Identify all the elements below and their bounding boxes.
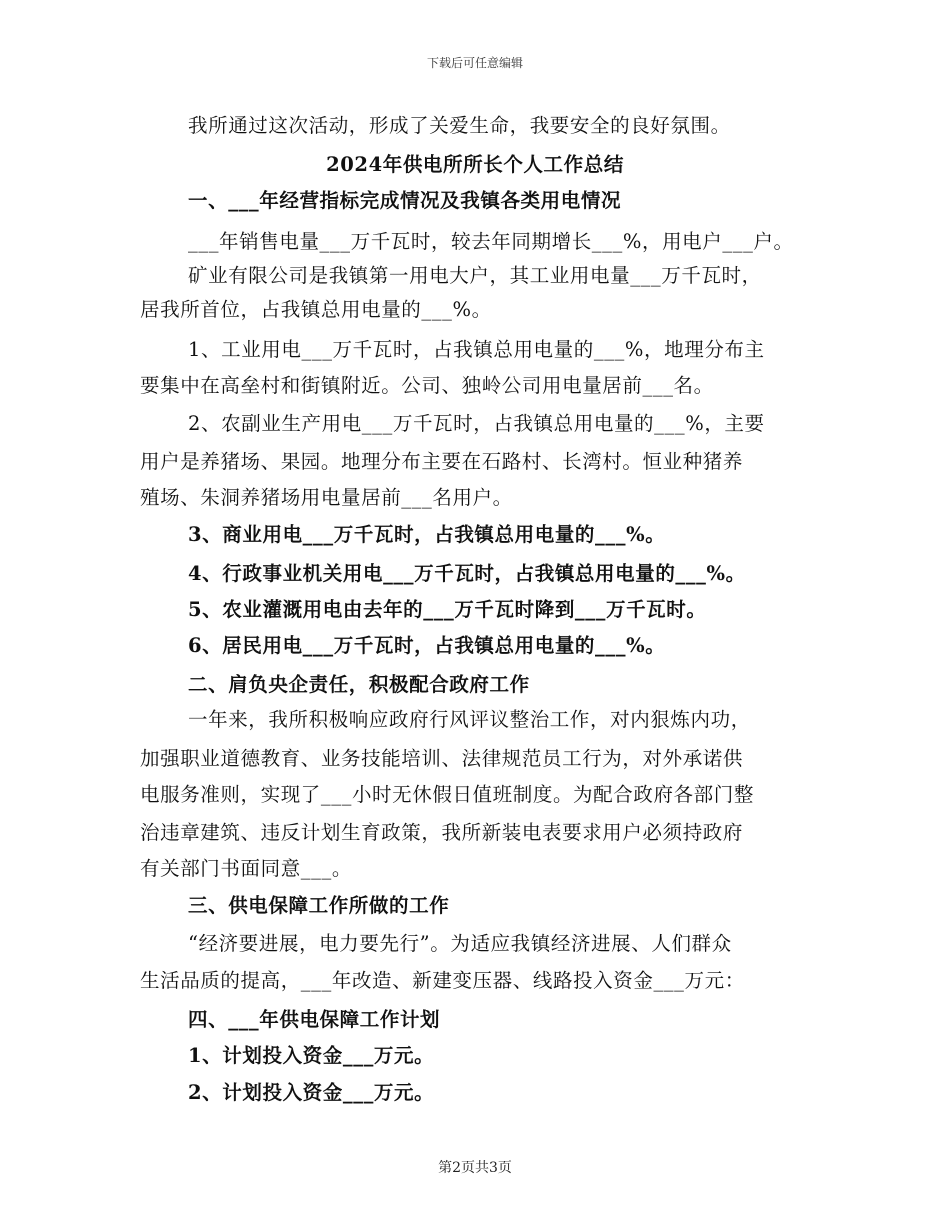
list-item-3: 3、商业用电___万千瓦时，占我镇总用电量的___%。: [188, 523, 666, 546]
paragraph-line: 加强职业道德教育、业务技能培训、法律规范员工行为，对外承诺供: [140, 747, 744, 770]
paragraph-line: 矿业有限公司是我镇第一用电大户，其工业用电量___万千瓦时，: [188, 264, 762, 287]
list-item-5: 5、农业灌溉用电由去年的___万千瓦时降到___万千瓦时。: [188, 598, 707, 621]
list-item-2: 2、农副业生产用电___万千瓦时，占我镇总用电量的___%，主要: [188, 412, 765, 435]
list-item-4: 4、行政事业机关用电___万千瓦时，占我镇总用电量的___%。: [188, 562, 746, 585]
paragraph-line: 居我所首位，占我镇总用电量的___%。: [140, 298, 492, 321]
page-footer: 第2页共3页: [438, 1160, 512, 1176]
plan-item-2: 2、计划投入资金___万元。: [188, 1081, 435, 1104]
paragraph-line: 有关部门书面同意___。: [140, 857, 352, 880]
paragraph-line: 生活品质的提高，___年改造、新建变压器、线路投入资金___万元：: [140, 969, 745, 992]
document-title: 2024年供电所所长个人工作总结: [326, 153, 624, 176]
paragraph-line: 一年来，我所积极响应政府行风评议整治工作，对内狠炼内功，: [188, 708, 751, 731]
paragraph-line: 我所通过这次活动，形成了关爱生命，我要安全的良好氛围。: [188, 114, 731, 137]
paragraph-line: “经济要进展，电力要先行”。为适应我镇经济进展、人们群众: [188, 932, 732, 955]
section-heading-4: 四、___年供电保障工作计划: [188, 1008, 441, 1031]
paragraph-line: ___年销售电量___万千瓦时，较去年同期增长___%，用电户___户。: [188, 230, 794, 253]
list-item-6: 6、居民用电___万千瓦时，占我镇总用电量的___%。: [188, 634, 666, 657]
page-header: 下载后可任意编辑: [426, 56, 523, 70]
section-heading-2: 二、肩负央企责任，积极配合政府工作: [188, 673, 530, 696]
paragraph-line: 要集中在高垒村和街镇附近。公司、独岭公司用电量居前___名。: [140, 374, 714, 397]
list-item-1: 1、工业用电___万千瓦时，占我镇总用电量的___%，地理分布主: [188, 338, 765, 361]
paragraph-line: 殖场、朱洞养猪场用电量居前___名用户。: [140, 486, 513, 509]
section-heading-3: 三、供电保障工作所做的工作: [188, 894, 450, 917]
paragraph-line: 用户是养猪场、果园。地理分布主要在石路村、长湾村。恒业种猪养: [140, 450, 744, 473]
section-heading-1: 一、___年经营指标完成情况及我镇各类用电情况: [188, 189, 622, 212]
paragraph-line: 治违章建筑、违反计划生育政策，我所新装电表要求用户必须持政府: [140, 821, 744, 844]
plan-item-1: 1、计划投入资金___万元。: [188, 1044, 435, 1067]
paragraph-line: 电服务准则，实现了___小时无休假日值班制度。为配合政府各部门整: [140, 783, 754, 806]
